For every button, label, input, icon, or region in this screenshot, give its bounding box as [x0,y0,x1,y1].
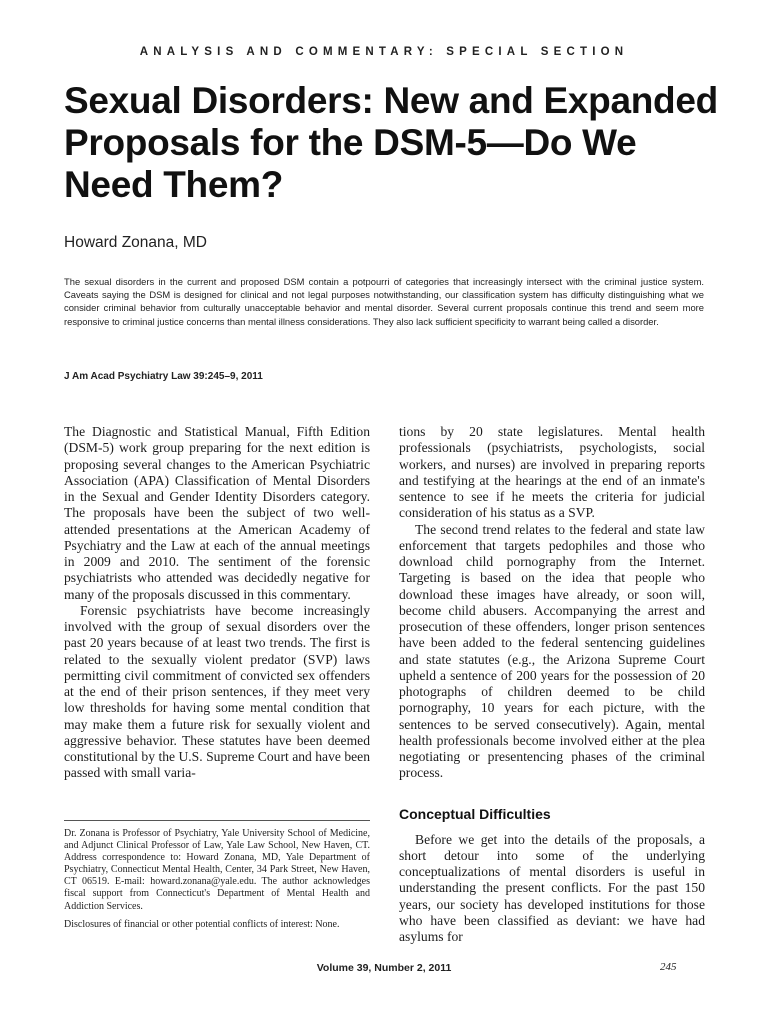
body-paragraph: tions by 20 state legislatures. Mental health professionals (psychiatrists, psychologists, social workers, and nurses) are involved in preparing reports and testifying at the hearings at the end of an inmate's sentence to see if he meets the criteria for judicial consideration of his status as a SVP. [399,424,705,521]
section-label: ANALYSIS AND COMMENTARY: SPECIAL SECTION [139,46,629,58]
abstract: The sexual disorders in the current and proposed DSM contain a potpourri of categories that increasingly intersect with the criminal justice system. Caveats saying the DSM is designed for clinical and not legal purposes notwithstanding, our classification system has difficulty distinguishing what we consider criminal behavior from culturally unacceptable behavior and mental disorder. Several current proposals continue this trend and seem more responsive to criminal justice concerns than mental illness considerations. They also lack sufficient specificity to warrant being called a disorder. [64,276,704,327]
section-heading: Conceptual Difficulties [399,805,551,822]
author-affiliation-note: Dr. Zonana is Professor of Psychiatry, Yale University School of Medicine, and Adjunct Clinical Professor of Law, Yale Law School, New Haven, CT. Address correspondence to: Howard Zonana, MD, Yale Department of Psychiatry, Connecticut Mental Health, Center, 34 Park Street, New Haven, CT 06519. E-mail: howard.zonana@yale.edu. The author acknowledges fiscal support from Connecticut's Department of Mental Health and Addiction Services. [64,828,370,912]
left-column [64,424,370,782]
body-paragraph: The Diagnostic and Statistical Manual, Fifth Edition (DSM-5) work group preparing for the next edition is proposing several changes to the American Psychiatric Association (APA) Classification of Mental Disorders in the Sexual and Gender Identity Disorders category. The proposals have been the subject of two well-attended presentations at the American Academy of Psychiatry and the Law at each of the annual meetings in 2009 and 2010. The sentiment of the forensic psychiatrists who attended was decidedly negative for many of the proposals discussed in this commentary. [64,424,370,602]
right-column [399,424,705,945]
page-number: 245 [660,961,677,973]
footnotes [64,820,370,937]
article-title: Sexual Disorders: New and Expanded Proposals for the DSM-5—Do We Need Them? [64,80,718,205]
body-paragraph: The second trend relates to the federal and state law enforcement that targets pedophiles and those who download child pornography from the Internet. Targeting is based on the idea that people who download these images have already, or soon will, become child abusers. Accompanying the arrest and prosecution of these offenders, longer prison sentences have been added to the federal sentencing guidelines and state statutes (e.g., the Arizona Supreme Court upheld a sentence of 200 years for the possession of 20 photographs of children deemed to be child pornography, 10 years for each picture, with the sentences to be served consecutively). Again, mental health professionals become involved either at the plea negotiating or presentencing phases of the criminal process. [399,521,705,781]
body-paragraph: Before we get into the details of the proposals, a short detour into some of the underlying conceptualizations of mental disorders is useful in understanding the present conflicts. For the past 150 years, our society has developed institutions for those who have been classified as deviant: we have had asylums for [399,831,705,944]
body-paragraph: Forensic psychiatrists have become increasingly involved with the group of sexual disorders over the past 20 years because of at least two trends. The first is related to the sexually violent predator (SVP) laws permitting civil commitment of convicted sex offenders at the end of their prison sentences, if they meet very low thresholds for having some mental condition that may make them a future risk for sexually violent and aggressive behavior. These statutes have been deemed constitutional by the U.S. Supreme Court and have been passed with small varia- [64,602,370,781]
journal-citation: J Am Acad Psychiatry Law 39:245–9, 2011 [64,371,263,382]
disclosure-note: Disclosures of financial or other potential conflicts of interest: None. [64,918,340,930]
author-name: Howard Zonana, MD [64,234,208,251]
footer-volume: Volume 39, Number 2, 2011 [316,962,452,974]
